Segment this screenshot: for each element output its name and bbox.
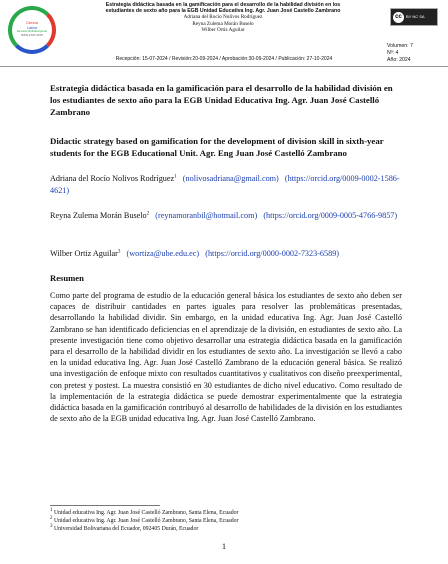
author-sup: 1 bbox=[174, 174, 177, 180]
author-entry-1 bbox=[50, 173, 405, 196]
author-entry-2 bbox=[50, 210, 405, 222]
number-label: Nº: 4 bbox=[387, 49, 399, 56]
author-email-link[interactable]: (wortiza@ube.edu.ec) bbox=[126, 249, 200, 258]
footnote-text: Unidad educativa Ing. Agr. Juan José Castelló Zambrano, Santa Elena, Ecuador bbox=[53, 518, 239, 524]
author-name: Reyna Zulema Morán Buselo bbox=[50, 211, 147, 220]
submission-dates: Recepción: 15-07-2024 / Revisión:20-09-2024 / Aprobación:30-09-2024 / Publicación: 27-10-2024 bbox=[115, 56, 333, 62]
running-title-line-1: Estrategia didáctica basada en la gamificación para el desarrollo de la habilidad división en los bbox=[105, 2, 341, 8]
header-author-2: Reyna Zulema Morán Buselo bbox=[192, 20, 254, 27]
author-name: Wilber Ortiz Aguilar bbox=[50, 249, 118, 258]
abstract-heading: Resumen bbox=[50, 273, 84, 283]
footnote-3 bbox=[50, 526, 410, 533]
page-number: 1 bbox=[221, 541, 227, 551]
logo-text-line-3: Revista Multidisciplinar bbox=[16, 29, 48, 34]
year-label: Año: 2024 bbox=[387, 56, 411, 63]
running-header bbox=[62, 2, 384, 33]
footnote-sup: 2 bbox=[50, 516, 53, 522]
author-sup: 2 bbox=[146, 211, 150, 217]
author-email-link[interactable]: (nolivosadriana@gmail.com) bbox=[182, 174, 279, 183]
logo-text-line-1: Ciencia bbox=[26, 21, 38, 26]
volume-label: Volumen: 7 bbox=[387, 43, 413, 49]
license-text: BY NC SA bbox=[406, 14, 425, 19]
footnote-2 bbox=[50, 518, 410, 525]
author-orcid-link[interactable]: (https://orcid.org/0009-0005-4766-9857) bbox=[263, 211, 398, 220]
footnote-text: Unidad educativa Ing. Agr. Juan José Castelló Zambrano, Santa Elena, Ecuador bbox=[53, 510, 239, 516]
author-sup: 3 bbox=[117, 249, 121, 255]
logo-text-line-4: ISSN 2707-2207 bbox=[20, 32, 44, 37]
footnote-sup: 1 bbox=[50, 508, 53, 514]
footnote-sup: 3 bbox=[50, 524, 53, 530]
author-entry-3 bbox=[50, 248, 405, 260]
cc-icon: cc bbox=[393, 12, 404, 23]
title-spanish: Estrategia didáctica basada en la gamificación para el desarrollo de la habilidad división en los estudiantes de sexto año para la EGB Unidad Educativa Ing. Agr. Juan José Castelló Zambrano bbox=[50, 83, 393, 117]
header-divider bbox=[0, 66, 448, 67]
abstract-body: Como parte del programa de estudio de la educación general básica los estudiantes de sexto año deben ser capaces de distribuir cantidades en partes iguales para resolver las problemáticas presentadas, desarrollando la habilidad dividir. Sin embargo, en la unidad educativa Ing. Agr. Juan José Castelló Zambrano se han identificado deficiencias en el aprendizaje de la división, en estudiantes de sexto año. La presente investigación tiene como objetivo desarrollar una estrategia didáctica basada en la gamificación para el desarrollo de la habilidad dividir en los estudiantes de sexto año. La investigación se llevó a cabo en la unidad educativa Ing. Agr. Juan José Castelló Zambrano de la educación general básica. Se realizó una investigación de enfoque mixto con resultados cuantitativos y cualitativos con diseño preexperimental, con pretest y postest. La muestra consistió en 30 estudiantes de dicho nivel educativo. Como resultado de la implementación de la estrategia didáctica se puede demostrar experimentalmente que la estrategia didáctica basada en la gamificación contribuyó al desarrollo de habilidades de la división en los estudiantes de sexto año de la EGB unidad educativa Ing. Agr. Juan José Castelló Zambrano. bbox=[50, 291, 402, 424]
footnote-divider bbox=[50, 505, 160, 506]
author-orcid-link[interactable]: (https://orcid.org/0000-0002-7323-6589) bbox=[205, 249, 340, 258]
logo-text-line-2: Latina bbox=[27, 26, 37, 31]
journal-logo bbox=[8, 6, 56, 54]
running-title-line-2: estudiantes de sexto año para la EGB Unidad Educativa Ing. Agr. Juan José Castello Zambrano bbox=[105, 8, 341, 15]
footnote-1 bbox=[50, 510, 410, 517]
header-author-1: Adriana del Rocío Nolivos Rodríguez bbox=[183, 14, 263, 21]
author-name: Adriana del Rocío Nolivos Rodríguez bbox=[50, 174, 175, 183]
title-english: Didactic strategy based on gamification for the development of division skill in sixth-year students for the EGB Educational Unit. Agr. Eng Juan José Castelló Zambrano bbox=[50, 136, 384, 158]
issue-info bbox=[387, 43, 443, 63]
cc-license-badge[interactable] bbox=[390, 8, 438, 26]
footnote-text: Universidad Bolivariana del Ecuador, 092405 Durán, Ecuador bbox=[53, 526, 199, 532]
header-author-3: Wilber Ortiz Aguilar bbox=[201, 26, 245, 33]
author-email-link[interactable]: (reynamoranbil@hotmail.com) bbox=[155, 211, 258, 220]
author-orcid-link[interactable]: (https://orcid.org/0009-0002-1586-4621) bbox=[50, 174, 400, 195]
